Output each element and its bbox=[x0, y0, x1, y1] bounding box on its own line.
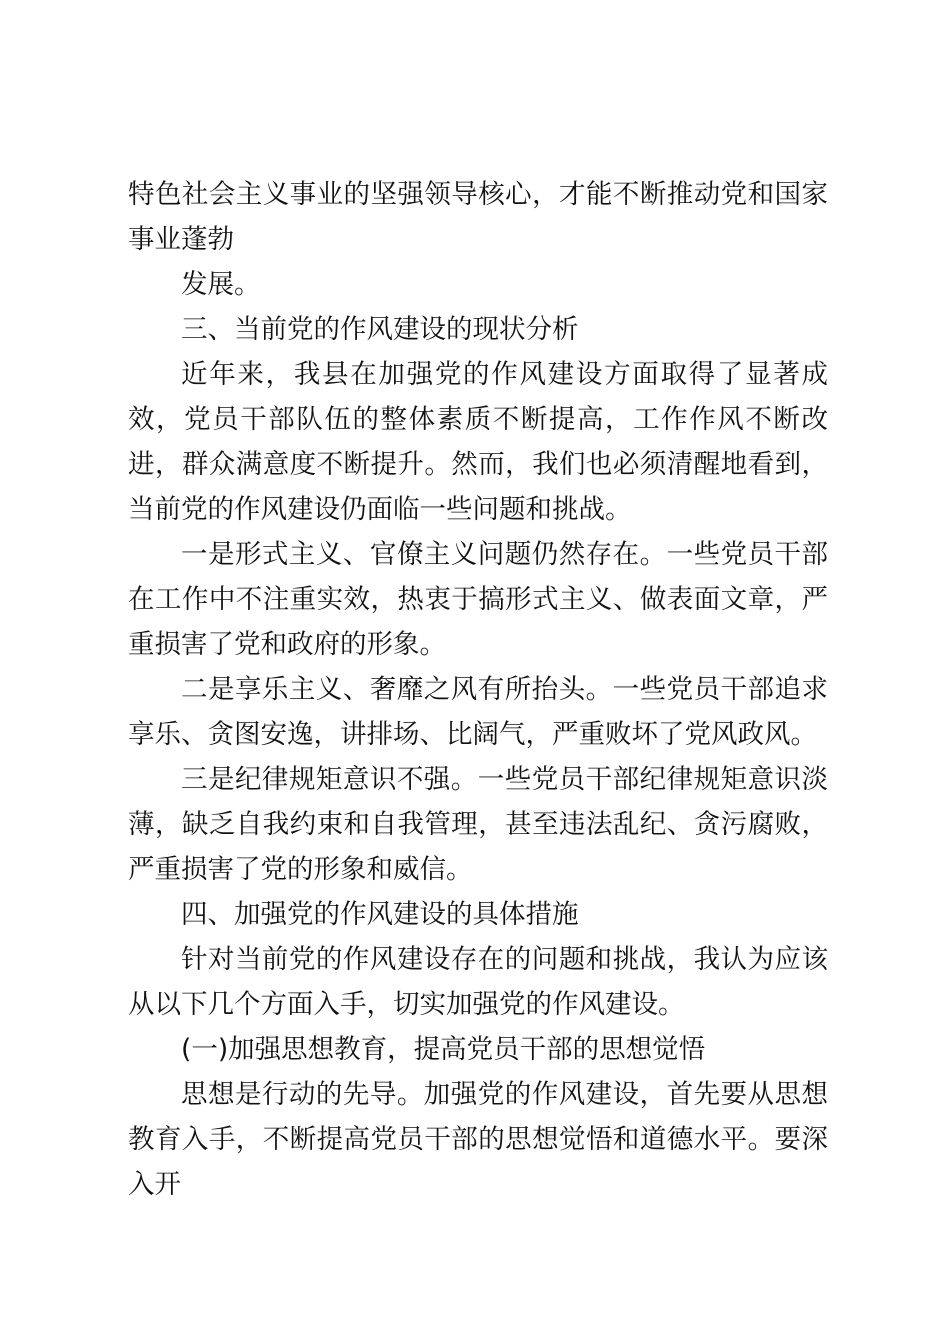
paragraph-body: 三是纪律规矩意识不强。一些党员干部纪律规矩意识淡薄，缺乏自我约束和自我管理，甚至违法乱纪、贪污腐败，严重损害了党的形象和威信。 bbox=[128, 764, 828, 885]
paragraph-body: 针对当前党的作风建设存在的问题和挑战，我认为应该从以下几个方面入手，切实加强党的作风建设。 bbox=[128, 944, 828, 1020]
paragraph-body: 一是形式主义、官僚主义问题仍然存在。一些党员干部在工作中不注重实效，热衷于搞形式主义、做表面文章，严重损害了党和政府的形象。 bbox=[128, 539, 828, 660]
section-heading-three: 三、当前党的作风建设的现状分析 bbox=[181, 314, 579, 345]
paragraph-body: 思想是行动的先导。加强党的作风建设，首先要从思想教育入手，不断提高党员干部的思想觉悟和道德水平。要深入开 bbox=[128, 1079, 828, 1200]
subsection-heading: (一)加强思想教育，提高党员干部的思想觉悟 bbox=[181, 1034, 706, 1065]
section-heading-four: 四、加强党的作风建设的具体措施 bbox=[181, 899, 579, 930]
paragraph-body: 发展。 bbox=[181, 269, 261, 300]
paragraph-body: 二是享乐主义、奢靡之风有所抬头。一些党员干部追求享乐、贪图安逸，讲排场、比阔气，严重败坏了党风政风。 bbox=[128, 674, 828, 750]
paragraph-body: 近年来，我县在加强党的作风建设方面取得了显著成效，党员干部队伍的整体素质不断提高，工作作风不断改进，群众满意度不断提升。然而，我们也必须清醒地看到，当前党的作风建设仍面临一些问题和挑战。 bbox=[128, 359, 828, 525]
paragraph-continuation: 特色社会主义事业的坚强领导核心，才能不断推动党和国家事业蓬勃 bbox=[128, 179, 828, 255]
document-body bbox=[128, 172, 828, 1207]
